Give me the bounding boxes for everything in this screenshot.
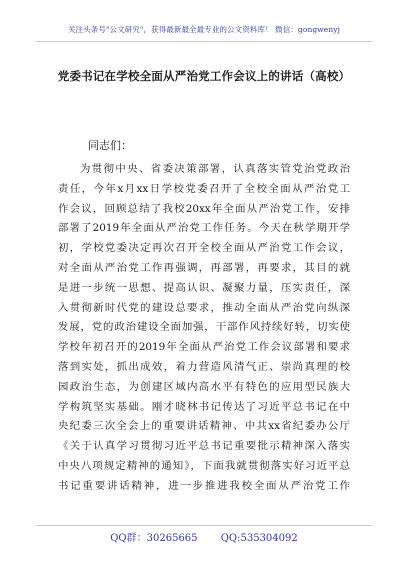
body-line: 学校年初召开的2019年全面从严治党工作会议部署和要求	[58, 341, 350, 354]
header-divider	[36, 41, 372, 42]
body-line: 为贯彻中央、省委决策部署，认真落实管党治党政治	[80, 163, 350, 175]
body-line: 是进一步统一思想、提高认识、凝聚力量，压实责任，深	[58, 281, 350, 294]
body-line: 书记重要讲话精神，进一步推进我校全面从严治党工作	[58, 479, 350, 492]
footer-contact	[0, 529, 408, 544]
greeting: 同志们：	[88, 139, 132, 152]
body-line: 作会议，回顾总结了我校20xx年全面从严治党工作，安排	[58, 202, 350, 215]
footer-qq-group: QQ群：30265665	[110, 533, 198, 544]
body-line: 园政治生态，为创建区域内高水平有特色的应用型民族大	[58, 380, 350, 393]
body-line: 入贯彻新时代党的建设总要求，推动全面从严治党向纵深	[58, 301, 350, 314]
body-line: 发展，党的政治建设全面加强，干部作风持续好转，切实使	[58, 321, 350, 334]
body-line: 责任，今年x月xx日学校党委召开了全校全面从严治党工	[58, 182, 350, 195]
body-line: 初，学校党委决定再次召开全校全面从严治党工作会议，	[58, 242, 350, 255]
footer-qq-number: QQ:535304092	[220, 533, 298, 544]
body-line: 央纪委三次全会上的重要讲话精神、中共xx省纪委办公厅	[58, 420, 350, 433]
body-line: 对全面从严治党工作再强调，再部署，再要求，其目的就	[58, 261, 350, 274]
header-note: 关注头条号"公文研究"，获得最新最全最专业的公文资料库！ 微信：gongwenyj	[67, 25, 341, 34]
body-line: 中央八项规定精神的通知》，下面我就贯彻落实好习近平总	[58, 459, 350, 472]
body-line: 《关于认真学习贯彻习近平总书记重要批示精神深入落实	[58, 440, 350, 453]
document-title: 党委书记在学校全面从严治党工作会议上的讲话（高校）	[57, 69, 351, 83]
footer-divider	[36, 525, 372, 526]
body-line: 部署了2019年全面从严治党工作任务。今天在秋学期开学	[58, 222, 350, 235]
document-body	[58, 160, 350, 497]
body-line: 学构筑坚实基础。刚才晓林书记传达了习近平总书记在中	[58, 400, 350, 413]
body-line: 落到实处，抓出成效，着力营造风清气正、崇尚真理的校	[58, 360, 350, 373]
